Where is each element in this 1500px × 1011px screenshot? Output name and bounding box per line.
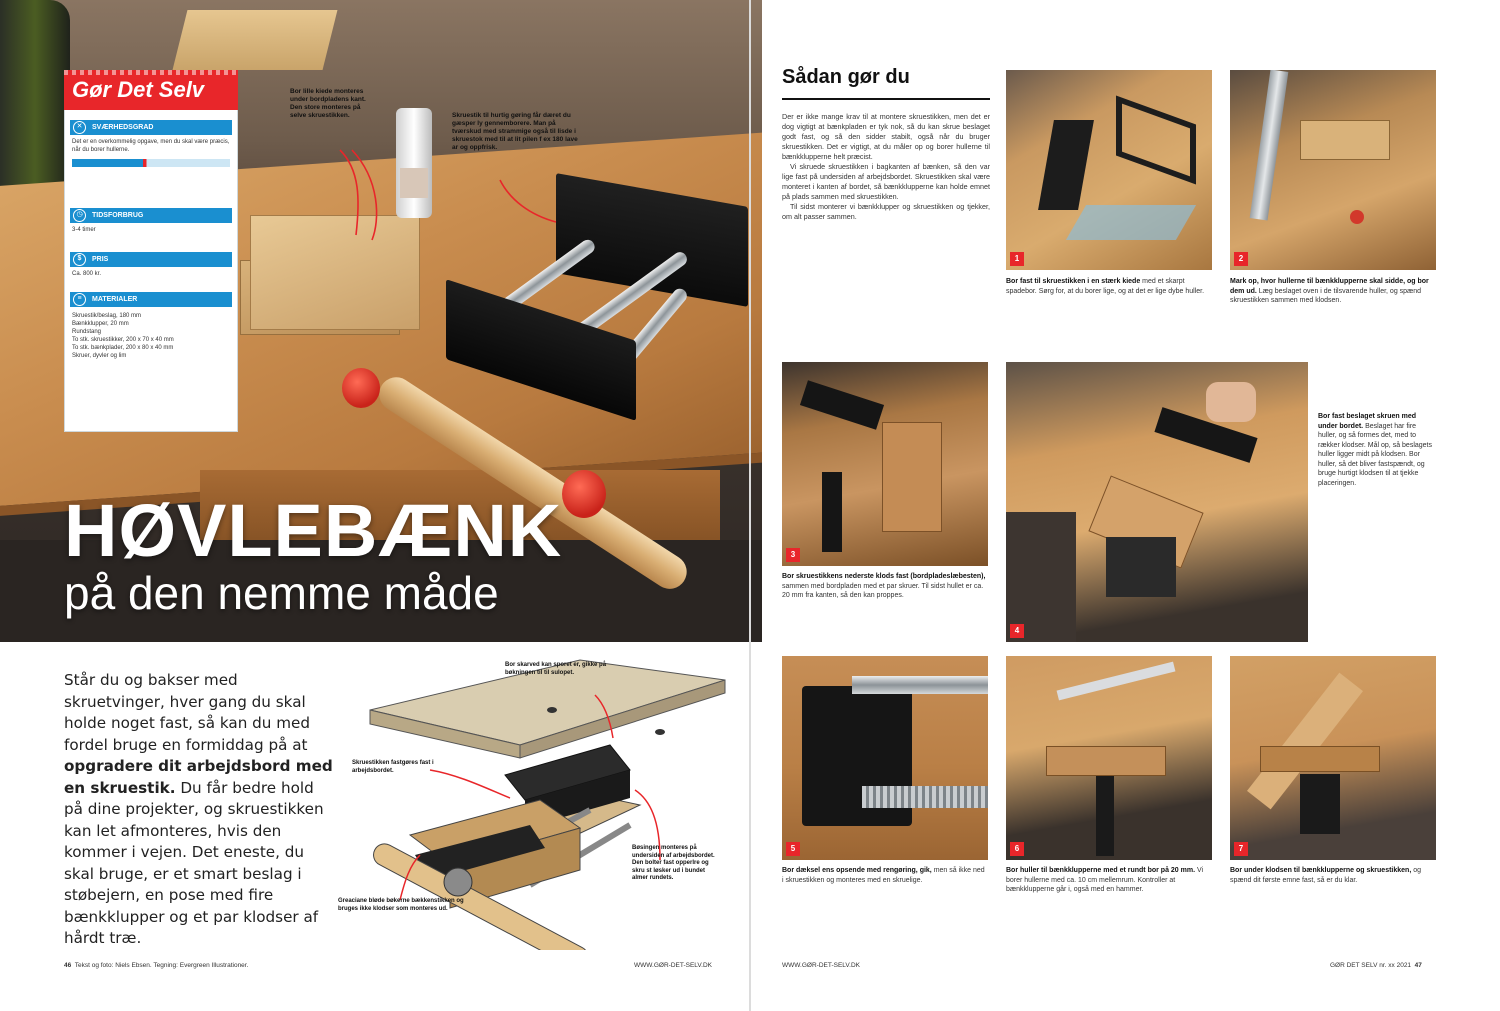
page-subtitle: på den nemme måde [64,567,499,619]
step-number: 4 [1010,624,1024,638]
diagram-annotation: Bøsingen monteres på undersiden af arbejdsbordet. Den bolter fast opperlre og skru st løsker ud i bundet almer rundets. [632,845,715,881]
diagram-annotation: Skruestikken fastgøres fast i arbejdsbordet. [352,760,434,774]
bench-dog-peg [562,470,606,518]
difficulty-text: Det er en overkommelig opgave, men du skal være præcis, når du borer hullerne. [72,139,230,153]
step-number: 6 [1010,842,1024,856]
material-item: To stk. bænkplader, 200 x 80 x 40 mm [72,345,174,351]
step-number: 1 [1010,252,1024,266]
wood-blocks [250,215,420,330]
folio-url-right: WWW.GØR-DET-SELV.DK [782,962,861,969]
step-caption-3: Bor skruestikkens nederste klods fast (bordpladeslæbesten), sammen med bordpladen med et par skruer. Til sidst hullet er ca. 20 mm fra kanten, så den kan proppes. [782,573,986,599]
step-caption-6: Bor huller til bænkklupperne med et rundt bor på 20 mm. Vi borer hullerne med ca. 10 cm mellemrum. Kontroller at bænkklupperne går i, også med en hammer. [1006,867,1204,893]
step-caption-4: Bor fast beslaget skruen med under bordet. Beslaget har fire huller, og så formes det, med to rækker klodser. Mål op, så beslagets huller ligger midt på klodsen. Bor huller, så det bliver fastspændt, og bruge hurtigt klodsen til at tjekke placeringen. [1318,413,1432,487]
step-number: 7 [1234,842,1248,856]
tools-icon: ✕ [73,121,86,134]
body-paragraph: Vi skruede skruestikken i bagkanten af bænken, så den var lige fast på undersiden af arbejdsbordet. Skruestikken skal være monteret i kanten af bordet, så bænkklupperne kan holde emnet på plads sammen med skruestikken. [782,162,990,201]
body-text [782,112,990,222]
step-caption-2: Mark op, hvor hullerne til bænkklupperne skal sidde, og bor dem ud. Læg beslaget oven i de tilsvarende huller, og spænd skruestikken sammen med klodsen. [1230,278,1429,304]
section-heading: TIDSFORBRUG [92,212,144,219]
section-title: Sådan gør du [782,66,910,88]
difficulty-bar [72,159,230,167]
body-paragraph: Der er ikke mange krav til at montere skruestikken, men det er dog vigtigt at bænkpladen er tyk nok, så du kan skrue beslaget godt fast, og så den sidder stabilt, også når du bruger skruestikken. Det er vigtigt, at du måler op og borer hullerne til bænkklupperne helt præcist. [782,112,990,161]
step-number: 2 [1234,252,1248,266]
photo-annotation: Skruestik til hurtig gøring får dæret du gæsper ly gennemborere. Man på tværskud med strammige også til lisde i skruestok med til at lit pilen f ex 180 lave ar og oppfrisk. [452,112,578,151]
price-section [70,252,232,281]
time-text: 3-4 timer [72,227,96,233]
step-photo-5 [782,656,988,860]
step-caption-1: Bor fast til skruestikken i en stærk kiede med et skarpt spadebor. Sørg for, at du borer lige, og at det er lige dybe huller. [1006,278,1205,295]
material-item: Skruer, dyvler og lim [72,353,127,359]
step-photo-2 [1230,70,1436,270]
material-item: Bænkklupper, 20 mm [72,321,129,327]
section-heading: MATERIALER [92,296,138,303]
price-text: Ca. 800 kr. [72,271,102,277]
step-photo-1 [1006,70,1212,270]
difficulty-section [70,120,232,169]
coin-icon: $ [73,253,86,266]
bench-dog-peg [342,368,380,408]
materials-section [70,292,232,363]
step-number: 5 [786,842,800,856]
step-caption-5: Bor dæksel ens opsende med rengøring, gik, men så ikke ned i skruestikken og monteres med en skruelige. [782,867,985,884]
step-caption-7: Bor under klodsen til bænkklupperne og skruestikken, og spænd dit første emne fast, så er du klar. [1230,867,1421,884]
step-photo-4 [1006,362,1308,642]
intro-text: Står du og bakser med skruetvinger, hver gang du skal holde noget fast, så kan du med fordel bruge en formiddag på at opgradere dit arbejdsbord med en skruestik. Du får bedre hold på dine projekter, og skruestikken kan let afmonteres, hvis den kommer i vejen. Det eneste, du skal bruge, er et smart beslag i støbejern, en pose med fire bænkklupper og et par klodser af hårdt træ. [64,671,333,947]
material-item: To stk. skruestikker, 200 x 70 x 40 mm [72,337,174,343]
diagram-annotation: Greaciane bløde bøkerne bækkenstikken og bruges ikke klodser som monteres ud. [338,898,464,912]
glue-bottle [396,108,432,218]
material-item: Rundstang [72,329,102,335]
step-photo-3 [782,362,988,566]
brand-badge: Gør Det Selv [64,70,238,110]
drill-image [0,0,70,210]
folio-left: 46 Tekst og foto: Niels Ebsen. Tegning: Evergreen Illustrationer. [64,962,249,969]
step-photo-7 [1230,656,1436,860]
list-icon: ≡ [73,293,86,306]
page-title: HØVLEBÆNK [64,489,563,572]
step-number: 3 [786,548,800,562]
clock-icon: ◷ [73,209,86,222]
folio-url-left: WWW.GØR-DET-SELV.DK [634,962,713,969]
photo-annotation: Bor lille kiede monteres under bordpladens kant. Den store monteres på selve skruestikken. [290,88,366,119]
step-photo-6 [1006,656,1212,860]
section-heading: PRIS [92,256,109,263]
folio-right: GØR DET SELV nr. xx 2021 47 [1330,962,1422,969]
time-section [70,208,232,237]
material-item: Skruestik/beslag, 180 mm [72,313,142,319]
body-paragraph: Til sidst monterer vi bænkklupper og skruestikken og tjekker, om alt passer sammen. [782,202,990,221]
diagram-annotation: Bor skarved kan sporet er, gikke på bøkningen til til sulopet. [505,662,607,676]
section-heading: SVÆRHEDSGRAD [92,124,154,131]
